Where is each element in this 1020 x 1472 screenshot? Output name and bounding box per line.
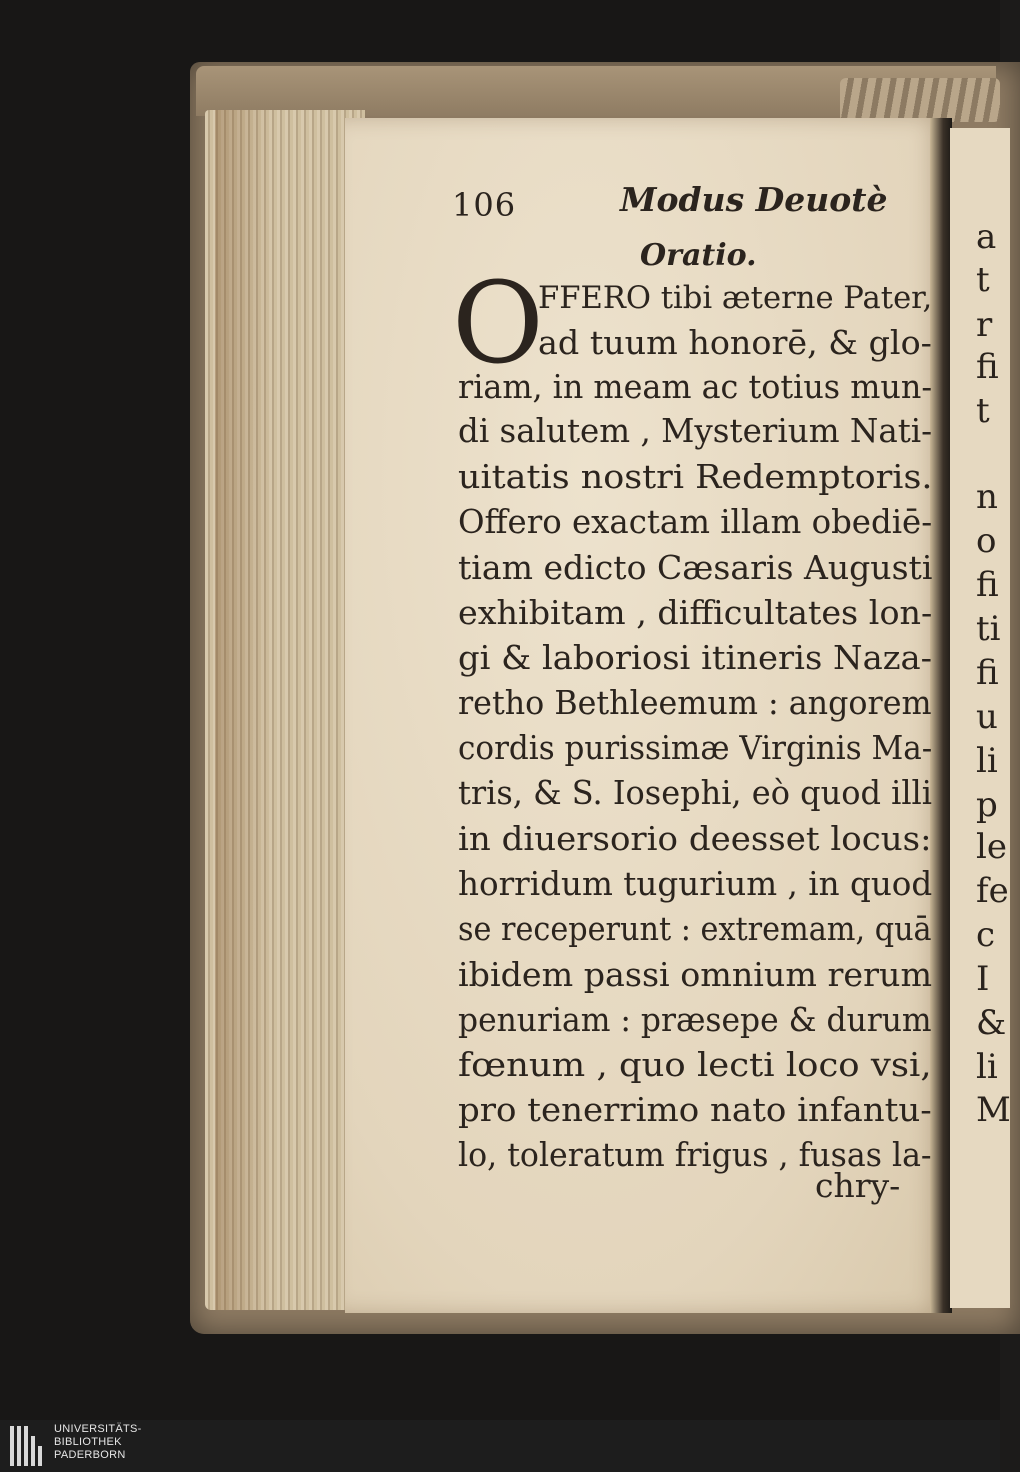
library-logo-icon <box>10 1426 48 1466</box>
text-line: Offero exactam illam obediē- <box>458 502 933 541</box>
text-line: di salutem , Mysterium Nati- <box>458 411 933 450</box>
text-line: gi & laboriosi itineris Naza- <box>458 638 933 677</box>
facing-page-fragment: fi <box>976 653 999 693</box>
library-name <box>54 1423 142 1462</box>
facing-page-fragment: t <box>976 260 990 300</box>
library-name-line1: UNIVERSITÄTS- <box>54 1423 142 1435</box>
spine-cord <box>840 78 1000 122</box>
text-line: in diuersorio deesset locus: <box>458 819 932 858</box>
text-line: ibidem passi omnium rerum <box>458 955 933 994</box>
facing-page-fragment: li <box>976 1047 998 1087</box>
text-line: cordis purissimæ Virginis Ma- <box>458 728 933 767</box>
page-number: 106 <box>452 186 517 224</box>
facing-page-fragment: t <box>976 391 990 431</box>
running-head: Modus Deuotè <box>620 180 888 219</box>
text-line: tiam edicto Cæsaris Augusti <box>458 548 933 587</box>
facing-page-fragment: u <box>976 697 998 737</box>
text-line: uitatis nostri Redemptoris. <box>458 457 933 496</box>
library-footer <box>0 1420 1000 1472</box>
text-line: pro tenerrimo nato infantu- <box>458 1090 932 1129</box>
text-line: riam, in meam ac totius mun- <box>458 367 933 406</box>
text-line: lo, toleratum frigus , fusas la- <box>458 1135 932 1174</box>
text-line: fœnum , quo lecti loco vsi, <box>458 1045 932 1084</box>
facing-page-fragment: p <box>976 785 998 825</box>
text-line: tris, & S. Iosephi, eò quod illi <box>458 773 933 812</box>
text-line: exhibitam , difficultates lon- <box>458 593 933 632</box>
text-line: horridum tugurium , in quod <box>458 864 933 903</box>
text-line: FFERO tibi æterne Pater, <box>538 280 933 316</box>
facing-page-fragment: li <box>976 741 998 781</box>
facing-page-fragment: c <box>976 915 996 955</box>
catchword: chry- <box>815 1166 901 1205</box>
facing-page-fragment: fi <box>976 347 999 387</box>
facing-page-fragment: ti <box>976 609 1001 649</box>
drop-cap: O <box>452 259 544 389</box>
facing-page-fragment: I <box>976 959 990 999</box>
library-name-line2: BIBLIOTHEK <box>54 1436 122 1448</box>
gutter <box>930 118 952 1313</box>
facing-page-fragment: n <box>976 477 998 517</box>
prayer-heading: Oratio. <box>640 238 757 273</box>
page-edges-shadow <box>215 110 275 1310</box>
facing-page-fragment: a <box>976 217 997 257</box>
facing-page-fragment: fi <box>976 565 999 605</box>
text-line: retho Bethleemum : angorem <box>458 683 932 722</box>
facing-page-fragment: le <box>976 827 1007 867</box>
facing-page-fragment: M <box>976 1090 1011 1130</box>
facing-page <box>950 128 1010 1308</box>
text-line: se receperunt : extremam, quā <box>458 909 932 948</box>
facing-page-fragment: fe <box>976 871 1009 911</box>
facing-page-fragment: r <box>976 305 993 345</box>
library-name-line3: PADERBORN <box>54 1449 126 1461</box>
facing-page-fragment: o <box>976 521 997 561</box>
text-line: penuriam : præsepe & durum <box>458 1000 932 1039</box>
text-line: ad tuum honorē, & glo- <box>538 323 932 362</box>
facing-page-fragment: & <box>976 1003 1007 1043</box>
